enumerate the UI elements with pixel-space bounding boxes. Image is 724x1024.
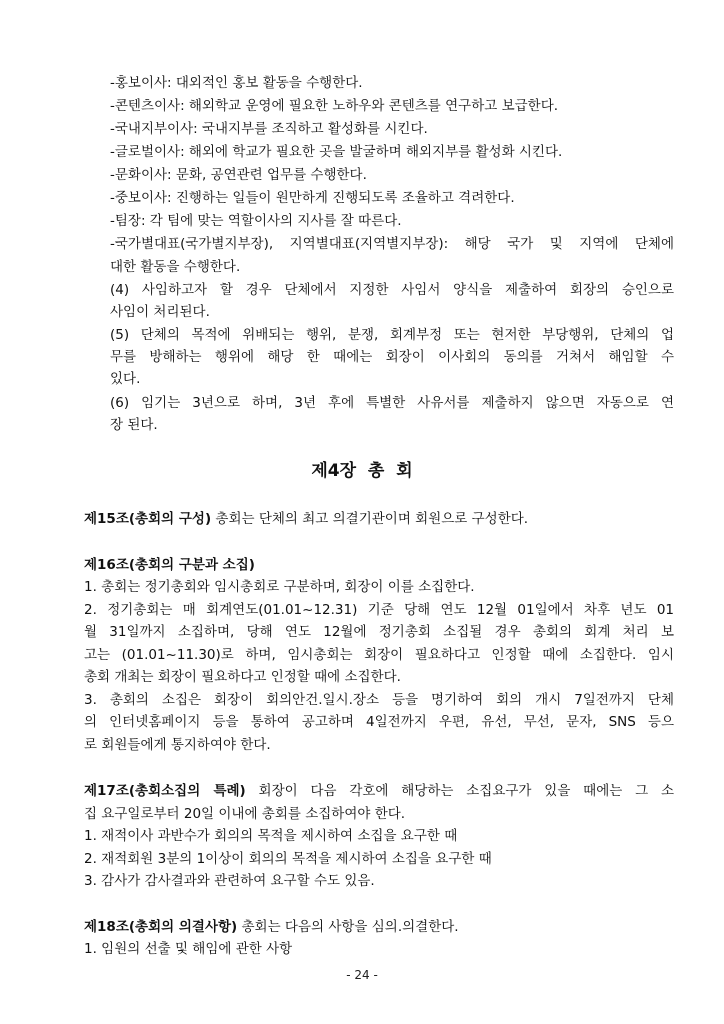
article-16-line: 1. 총회는 정기총회와 임시총회로 구분하며, 회장이 이를 소집한다.: [84, 579, 475, 595]
role-culture: -문화이사: 문화, 공연관련 업무를 수행한다.: [110, 167, 367, 183]
article-15-heading: 제15조(총회의 구성): [84, 511, 212, 527]
article-18: [84, 917, 674, 938]
article-16-line: 의 인터넷홈페이지 등을 통하여 공고하며 4일전까지 우편, 유선, 무선, 문자, SNS 등으: [84, 714, 674, 730]
clause-6-line1: (6) 임기는 3년으로 하며, 3년 후에 특별한 사유서를 제출하지 않으면 자동으로 연: [110, 395, 674, 411]
article-15-text: 총회는 단체의 최고 의결기관이며 회원으로 구성한다.: [211, 511, 529, 527]
chapter-title: 제4장 총 회: [311, 461, 413, 481]
article-17-line: 집 요구일로부터 20일 이내에 총회를 소집하여야 한다.: [84, 806, 406, 822]
article-16-heading: 제16조(총회의 구분과 소집): [84, 557, 255, 573]
article-18-line: 1. 임원의 선출 및 해임에 관한 사항: [84, 941, 293, 957]
clause-4-line2: 사임이 처리된다.: [110, 304, 210, 320]
article-18-heading: 제18조(총회의 의결사항): [84, 919, 238, 935]
clause-5-line3: 있다.: [110, 371, 141, 387]
role-country-rep: -국가별대표(국가별지부장), 지역별대표(지역별지부장): 해당 국가 및 지역에 단체에: [110, 236, 674, 252]
role-domestic: -국내지부이사: 국내지부를 조직하고 활성화를 시킨다.: [110, 121, 428, 137]
page-number: - 24 -: [346, 968, 378, 982]
article-16-line: 총회 개최는 회장이 필요하다고 인정할 때에 소집한다.: [84, 669, 401, 685]
article-16-line: 3. 총회의 소집은 회장이 회의안건.일시.장소 등을 명기하여 회의 개시 7일전까지 단체: [84, 692, 674, 708]
article-17-text: 회장이 다음 각호에 해당하는 소집요구가 있을 때에는 그 소: [245, 783, 674, 799]
article-16-line: 로 회원들에게 통지하여야 한다.: [84, 737, 271, 753]
article-15: [84, 509, 674, 530]
clause-5-line2: 무를 방해하는 행위에 해당 한 때에는 회장이 이사회의 동의를 거쳐서 해임할 수: [110, 349, 674, 365]
article-16-line: 고는 (01.01~11.30)로 하며, 임시총회는 회장이 필요하다고 인정할 때에 소집한다. 임시: [84, 647, 674, 663]
article-16-line: 2. 정기총회는 매 회계연도(01.01~12.31) 기준 당해 연도 12월 01일에서 차후 년도 01: [84, 602, 674, 618]
role-country-rep-cont: 대한 활동을 수행한다.: [110, 259, 241, 275]
role-hongbo: -홍보이사: 대외적인 홍보 활동을 수행한다.: [110, 75, 363, 91]
role-global: -글로벌이사: 해외에 학교가 필요한 곳을 발굴하며 해외지부를 활성화 시킨다.: [110, 144, 563, 160]
role-contents: -콘텐츠이사: 해외학교 운영에 필요한 노하우와 콘텐츠를 연구하고 보급한다.: [110, 98, 559, 114]
article-17: [84, 781, 674, 802]
clause-4-line1: (4) 사임하고자 할 경우 단체에서 지정한 사임서 양식을 제출하여 회장의 승인으로: [110, 282, 674, 298]
article-16-line: 월 31일까지 소집하며, 당해 연도 12월에 정기총회 소집될 경우 총회의 회계 처리 보: [84, 624, 674, 640]
article-17-heading: 제17조(총회소집의 특례): [84, 783, 246, 799]
role-intercession: -중보이사: 진행하는 일들이 원만하게 진행되도록 조율하고 격려한다.: [110, 190, 515, 206]
role-team-leader: -팀장: 각 팀에 맞는 역할이사의 지사를 잘 따른다.: [110, 213, 402, 229]
article-17-line: 1. 재적이사 과반수가 회의의 목적을 제시하여 소집을 요구한 때: [84, 828, 458, 844]
clause-5-line1: (5) 단체의 목적에 위배되는 행위, 분쟁, 회계부정 또는 현저한 부당행위, 단체의 업: [110, 327, 674, 343]
article-18-text: 총회는 다음의 사항을 심의.의결한다.: [237, 919, 459, 935]
article-17-line: 2. 재적회원 3분의 1이상이 회의의 목적을 제시하여 소집을 요구한 때: [84, 851, 492, 867]
article-17-line: 3. 감사가 감사결과와 관련하여 요구할 수도 있음.: [84, 873, 375, 889]
clause-6-line2: 장 된다.: [110, 417, 158, 433]
